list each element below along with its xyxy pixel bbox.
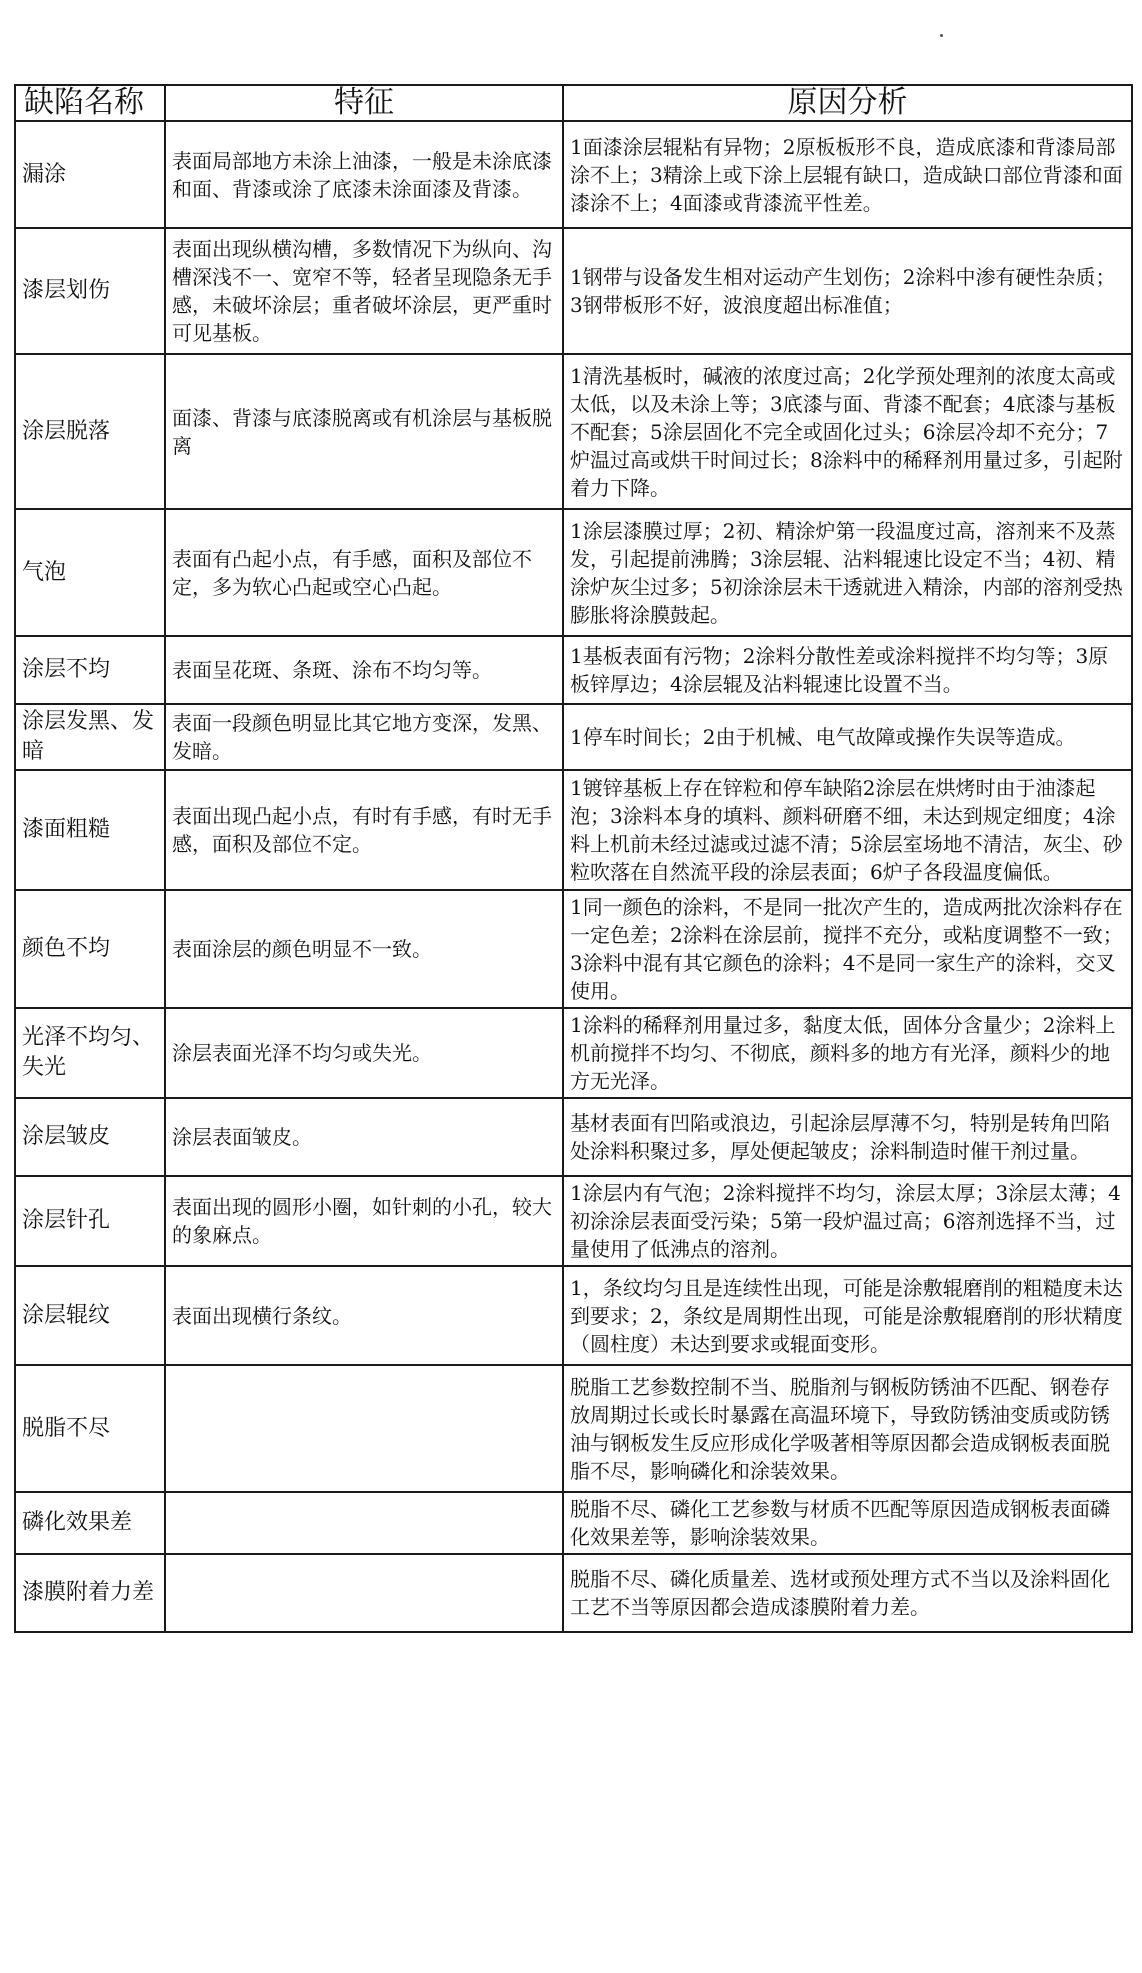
defect-name-cell: 漆面粗糙 <box>15 770 165 890</box>
defect-name-cell: 气泡 <box>15 509 165 636</box>
table-row <box>15 1554 1132 1632</box>
table-row <box>15 228 1132 354</box>
speck-dot <box>940 34 943 37</box>
table-row <box>15 1266 1132 1365</box>
defect-name-cell: 漏涂 <box>15 121 165 228</box>
table-row <box>15 1098 1132 1176</box>
table-row <box>15 1365 1132 1492</box>
cause-cell: 1涂层漆膜过厚；2初、精涂炉第一段温度过高，溶剂来不及蒸发，引起提前沸腾；3涂层辊、沾料辊速比设定不当；4初、精涂炉灰尘过多；5初涂涂层未干透就进入精涂，内部的溶剂受热膨胀将涂膜鼓起。 <box>563 509 1132 636</box>
feature-cell: 表面出现凸起小点，有时有手感，有时无手感，面积及部位不定。 <box>165 770 563 890</box>
defect-table <box>14 84 1133 1633</box>
feature-cell: 涂层表面光泽不均匀或失光。 <box>165 1008 563 1098</box>
defect-name-cell: 脱脂不尽 <box>15 1365 165 1492</box>
cause-cell: 1停车时间长；2由于机械、电气故障或操作失误等造成。 <box>563 704 1132 770</box>
table-row <box>15 1176 1132 1266</box>
defect-name-cell: 涂层辊纹 <box>15 1266 165 1365</box>
table-row <box>15 704 1132 770</box>
defect-name-cell: 涂层发黑、发暗 <box>15 704 165 770</box>
defect-name-cell: 涂层脱落 <box>15 354 165 509</box>
table-row <box>15 509 1132 636</box>
defect-name-cell: 涂层皱皮 <box>15 1098 165 1176</box>
cause-cell: 1，条纹均匀且是连续性出现，可能是涂敷辊磨削的粗糙度未达到要求；2，条纹是周期性出现，可能是涂敷辊磨削的形状精度（圆柱度）未达到要求或辊面变形。 <box>563 1266 1132 1365</box>
defect-name-cell: 颜色不均 <box>15 890 165 1008</box>
feature-cell: 表面出现横行条纹。 <box>165 1266 563 1365</box>
header-feature: 特征 <box>165 85 563 121</box>
cause-cell: 1清洗基板时，碱液的浓度过高；2化学预处理剂的浓度太高或太低，以及未涂上等；3底漆与面、背漆不配套；4底漆与基板不配套；5涂层固化不完全或固化过头；6涂层冷却不充分；7炉温过高或烘干时间过长；8涂料中的稀释剂用量过多，引起附着力下降。 <box>563 354 1132 509</box>
table-row <box>15 890 1132 1008</box>
cause-cell: 1面漆涂层辊粘有异物；2原板板形不良，造成底漆和背漆局部涂不上；3精涂上或下涂上层辊有缺口，造成缺口部位背漆和面漆涂不上；4面漆或背漆流平性差。 <box>563 121 1132 228</box>
feature-cell <box>165 1365 563 1492</box>
feature-cell: 表面出现的圆形小圈，如针刺的小孔，较大的象麻点。 <box>165 1176 563 1266</box>
feature-cell: 表面一段颜色明显比其它地方变深，发黑、发暗。 <box>165 704 563 770</box>
table-row <box>15 636 1132 704</box>
defect-name-cell: 光泽不均匀、失光 <box>15 1008 165 1098</box>
feature-cell <box>165 1554 563 1632</box>
defect-name-cell: 漆层划伤 <box>15 228 165 354</box>
header-row <box>15 85 1132 121</box>
table-row <box>15 354 1132 509</box>
feature-cell: 面漆、背漆与底漆脱离或有机涂层与基板脱离 <box>165 354 563 509</box>
cause-cell: 脱脂不尽、磷化工艺参数与材质不匹配等原因造成钢板表面磷化效果差等，影响涂装效果。 <box>563 1492 1132 1554</box>
table-row <box>15 770 1132 890</box>
cause-cell: 1基板表面有污物；2涂料分散性差或涂料搅拌不均匀等；3原板锌厚边；4涂层辊及沾料辊速比设置不当。 <box>563 636 1132 704</box>
defect-name-cell: 涂层不均 <box>15 636 165 704</box>
feature-cell <box>165 1492 563 1554</box>
feature-cell: 表面涂层的颜色明显不一致。 <box>165 890 563 1008</box>
feature-cell: 涂层表面皱皮。 <box>165 1098 563 1176</box>
header-cause: 原因分析 <box>563 85 1132 121</box>
defect-name-cell: 涂层针孔 <box>15 1176 165 1266</box>
feature-cell: 表面有凸起小点，有手感，面积及部位不定，多为软心凸起或空心凸起。 <box>165 509 563 636</box>
cause-cell: 1同一颜色的涂料，不是同一批次产生的，造成两批次涂料存在一定色差；2涂料在涂层前，搅拌不充分，或粘度调整不一致；3涂料中混有其它颜色的涂料；4不是同一家生产的涂料，交叉使用。 <box>563 890 1132 1008</box>
table-row <box>15 121 1132 228</box>
feature-cell: 表面呈花斑、条斑、涂布不均匀等。 <box>165 636 563 704</box>
table-row <box>15 1008 1132 1098</box>
cause-cell: 脱脂不尽、磷化质量差、选材或预处理方式不当以及涂料固化工艺不当等原因都会造成漆膜附着力差。 <box>563 1554 1132 1632</box>
cause-cell: 1涂层内有气泡；2涂料搅拌不均匀，涂层太厚；3涂层太薄；4初涂涂层表面受污染；5第一段炉温过高；6溶剂选择不当，过量使用了低沸点的溶剂。 <box>563 1176 1132 1266</box>
cause-cell: 脱脂工艺参数控制不当、脱脂剂与钢板防锈油不匹配、钢卷存放周期过长或长时暴露在高温环境下，导致防锈油变质或防锈油与钢板发生反应形成化学吸著相等原因都会造成钢板表面脱脂不尽，影响磷化和涂装效果。 <box>563 1365 1132 1492</box>
defect-name-cell: 漆膜附着力差 <box>15 1554 165 1632</box>
table-row <box>15 1492 1132 1554</box>
feature-cell: 表面局部地方未涂上油漆，一般是未涂底漆和面、背漆或涂了底漆未涂面漆及背漆。 <box>165 121 563 228</box>
cause-cell: 1涂料的稀释剂用量过多，黏度太低，固体分含量少；2涂料上机前搅拌不均匀、不彻底，颜料多的地方有光泽，颜料少的地方无光泽。 <box>563 1008 1132 1098</box>
cause-cell: 1镀锌基板上存在锌粒和停车缺陷2涂层在烘烤时由于油漆起泡；3涂料本身的填料、颜料研磨不细，未达到规定细度；4涂料上机前未经过滤或过滤不清；5涂层室场地不清洁，灰尘、砂粒吹落在自然流平段的涂层表面；6炉子各段温度偏低。 <box>563 770 1132 890</box>
cause-cell: 基材表面有凹陷或浪边，引起涂层厚薄不匀，特别是转角凹陷处涂料积聚过多，厚处便起皱皮；涂料制造时催干剂过量。 <box>563 1098 1132 1176</box>
header-defect-name: 缺陷名称 <box>15 85 165 121</box>
feature-cell: 表面出现纵横沟槽，多数情况下为纵向、沟槽深浅不一、宽窄不等，轻者呈现隐条无手感，未破坏涂层；重者破坏涂层，更严重时可见基板。 <box>165 228 563 354</box>
cause-cell: 1钢带与设备发生相对运动产生划伤；2涂料中渗有硬性杂质；3钢带板形不好，波浪度超出标准值； <box>563 228 1132 354</box>
defect-name-cell: 磷化效果差 <box>15 1492 165 1554</box>
